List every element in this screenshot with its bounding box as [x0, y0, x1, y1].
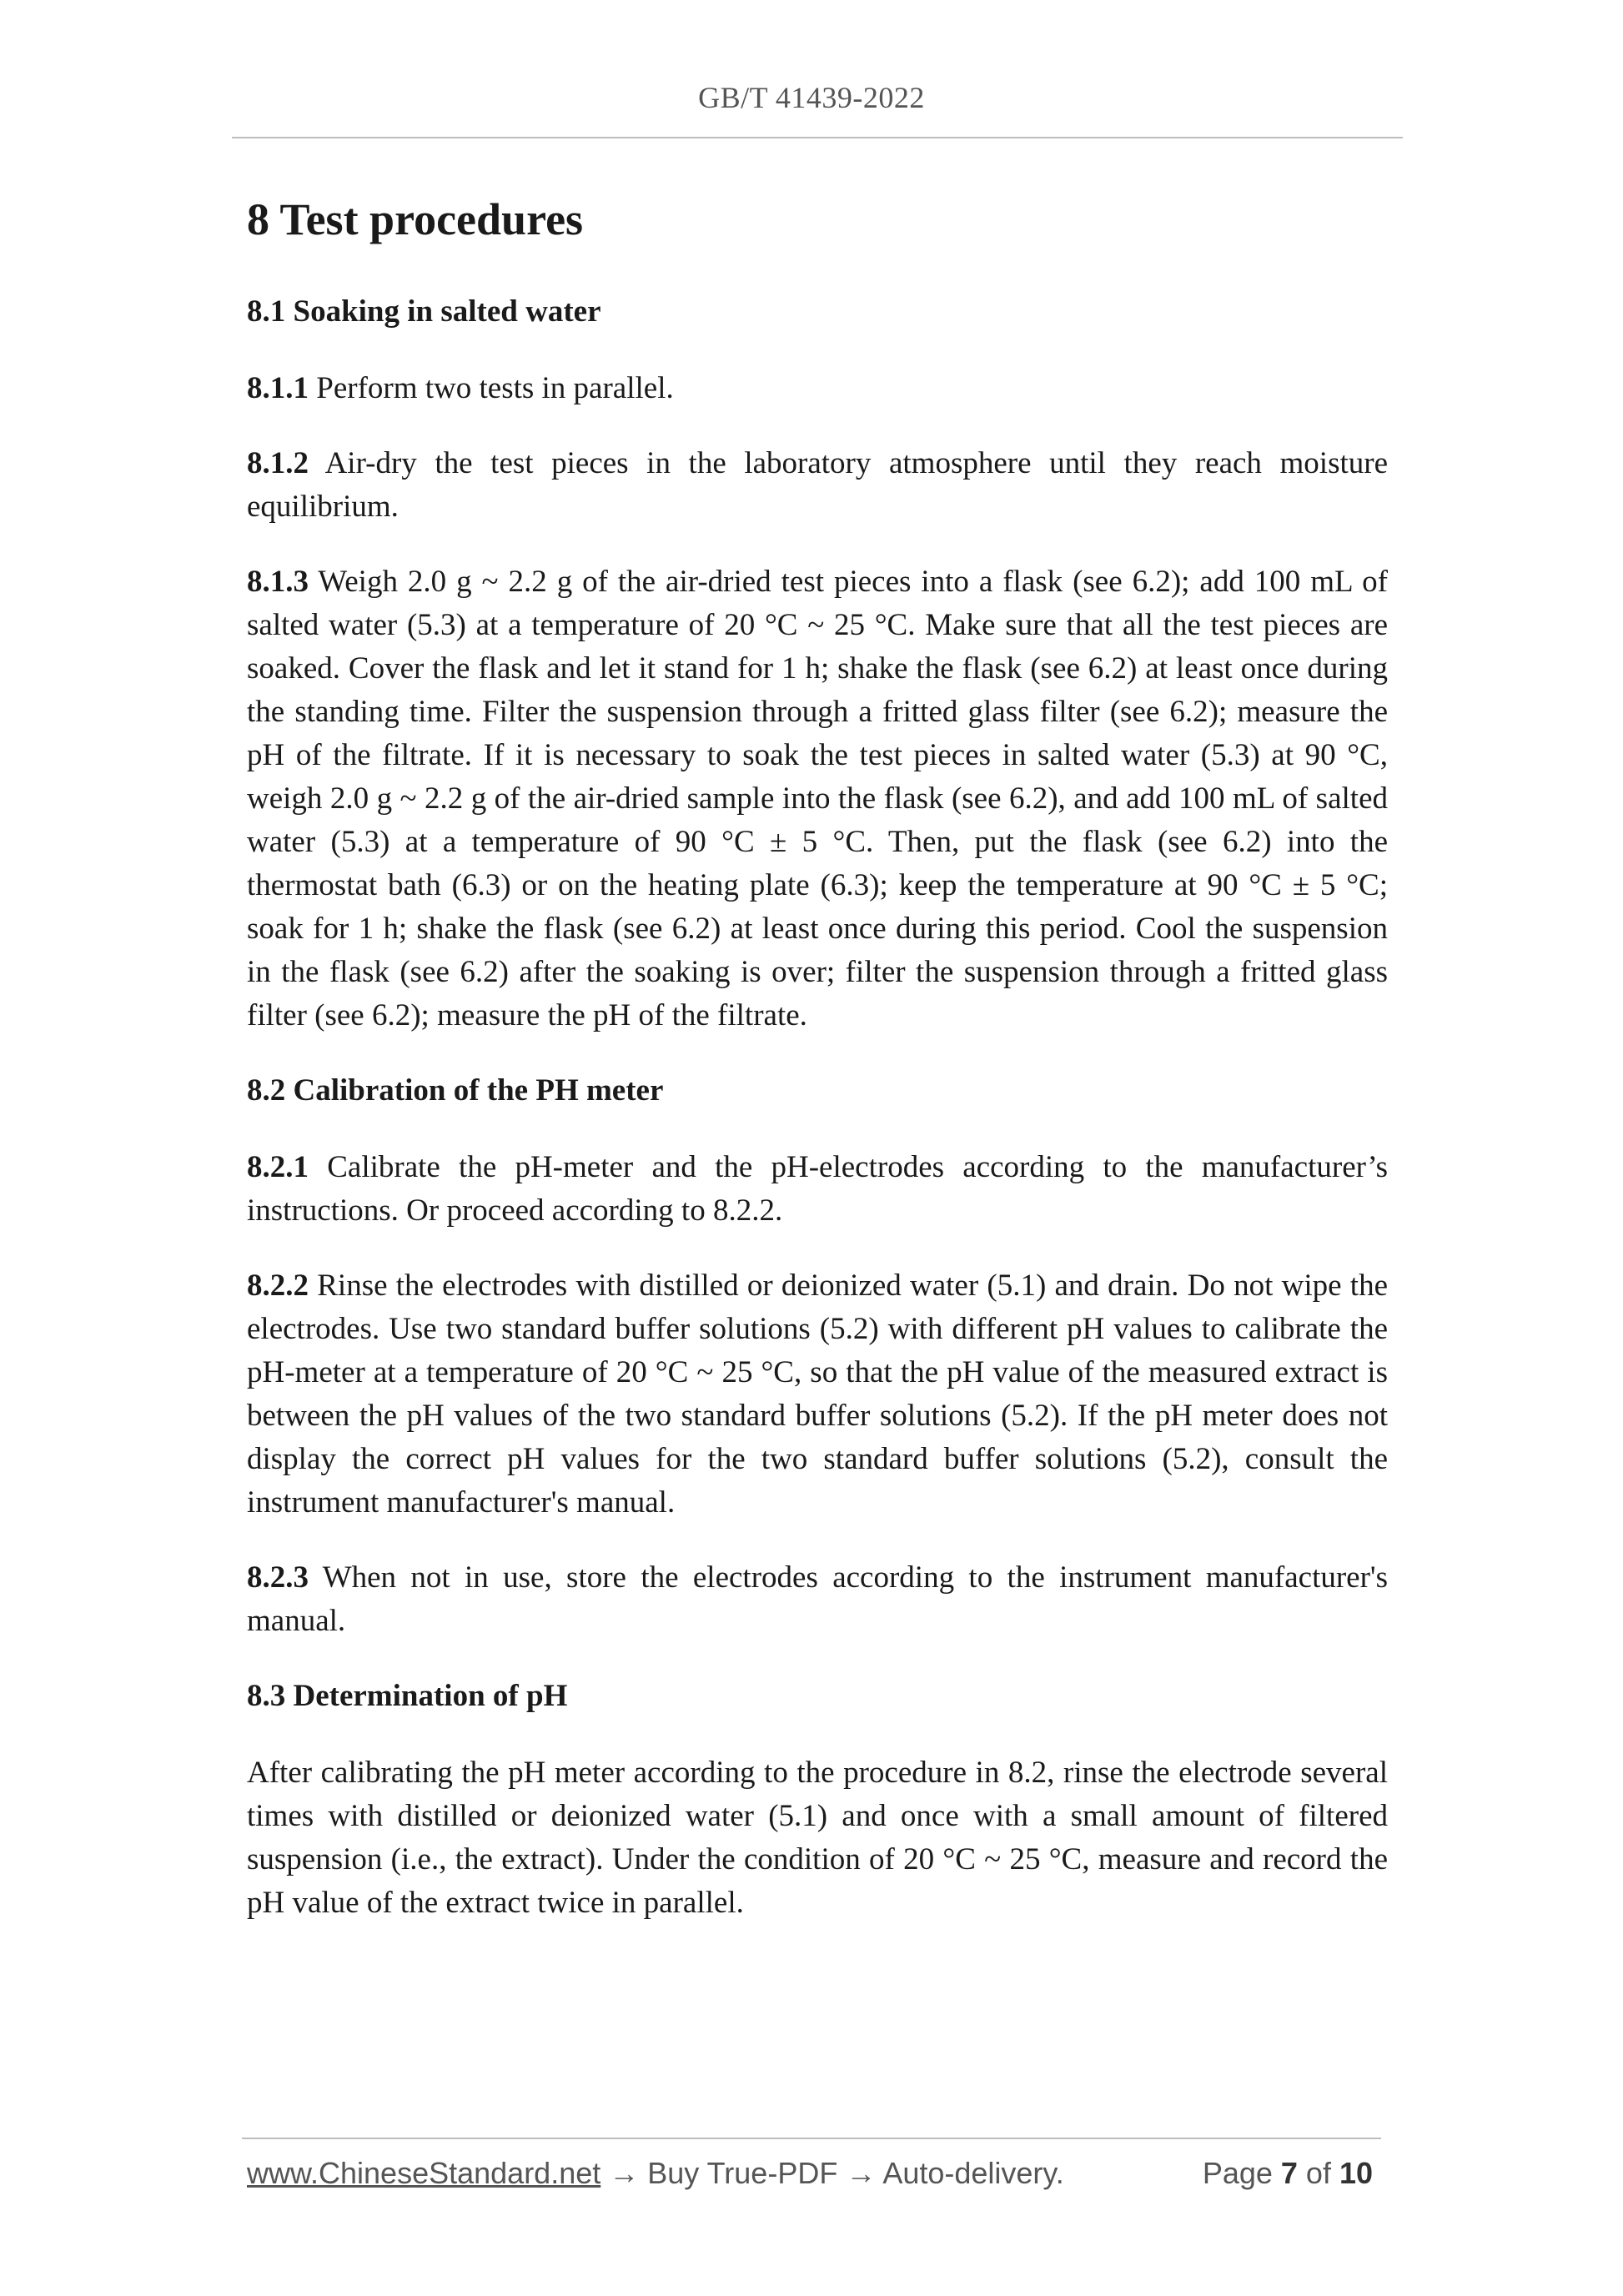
clause-8-1-2 — [247, 442, 1388, 529]
clause-text: Rinse the electrodes with distilled or deionized water (5.1) and drain. Do not wipe the electrodes. Use two standard buffer solutions (5.2) with different pH values to calibrate the pH-meter at a temperature of 20 °C ~ 25 °C, so that the pH value of the measured extract is between the pH values of the two standard buffer solutions (5.2). If the pH meter does not display the correct pH values for the two standard buffer solutions (5.2), consult the instrument manufacturer's manual. — [247, 1269, 1388, 1520]
subsection-title-8-1: 8.1 Soaking in salted water — [247, 294, 601, 329]
clause-number: 8.2.1 — [247, 1150, 309, 1184]
total-pages: 10 — [1339, 2156, 1373, 2190]
clause-8-1-3 — [247, 560, 1388, 1037]
clause-text: Calibrate the pH-meter and the pH-electrodes according to the manufacturer’s instructions. Or proceed according to 8.2.2. — [247, 1150, 1388, 1228]
clause-8-2-3 — [247, 1556, 1388, 1643]
clause-8-1-1 — [247, 367, 1388, 410]
section-title: 8 Test procedures — [247, 194, 584, 244]
clause-number: 8.1.3 — [247, 565, 309, 599]
clause-number: 8.1.2 — [247, 446, 309, 480]
clause-number: 8.2.3 — [247, 1560, 309, 1595]
footer-divider — [242, 2138, 1381, 2139]
clause-text: Air-dry the test pieces in the laboratory atmosphere until they reach moisture equilibrium. — [247, 446, 1388, 524]
page-of-label: of — [1297, 2156, 1339, 2190]
subsection-title-8-3: 8.3 Determination of pH — [247, 1679, 568, 1713]
clause-8-2-2 — [247, 1264, 1388, 1525]
document-body — [247, 190, 1388, 1957]
footer-promo-text: → Buy True-PDF → Auto-delivery. — [600, 2156, 1064, 2190]
current-page: 7 — [1280, 2156, 1298, 2190]
website-link[interactable]: www.ChineseStandard.net — [247, 2156, 601, 2190]
clause-number: 8.1.1 — [247, 371, 309, 405]
clause-8-2-1 — [247, 1146, 1388, 1233]
header-divider — [232, 137, 1403, 138]
clause-text: When not in use, store the electrodes according to the instrument manufacturer's manual. — [247, 1560, 1388, 1638]
clause-text: Weigh 2.0 g ~ 2.2 g of the air-dried test pieces into a flask (see 6.2); add 100 mL of salted water (5.3) at a temperature of 20 °C ~ 25 °C. Make sure that all the test pieces are soaked. Cover the flask and let it stand for 1 h; shake the flask (see 6.2) at least once during the standing time. Filter the suspension through a fritted glass filter (see 6.2); measure the pH of the filtrate. If it is necessary to soak the test pieces in salted water (5.3) at 90 °C, weigh 2.0 g ~ 2.2 g of the air-dried sample into the flask (see 6.2), and add 100 mL of salted water (5.3) at a temperature of 90 °C ± 5 °C. Then, put the flask (see 6.2) into the thermostat bath (6.3) or on the heating plate (6.3); keep the temperature at 90 °C ± 5 °C; soak for 1 h; shake the flask (see 6.2) at least once during this period. Cool the suspension in the flask (see 6.2) after the soaking is over; filter the suspension through a fritted glass filter (see 6.2); measure the pH of the filtrate. — [247, 565, 1388, 1032]
subsection-title-8-2: 8.2 Calibration of the PH meter — [247, 1073, 664, 1108]
page-header-standard-code: GB/T 41439-2022 — [698, 81, 925, 114]
page-number — [1203, 2156, 1373, 2191]
clause-text: Perform two tests in parallel. — [316, 371, 674, 405]
clause-8-3-text: After calibrating the pH meter according to the procedure in 8.2, rinse the electrode several times with distilled or deionized water (5.1) and once with a small amount of filtered suspension (i.e., the extract). Under the condition of 20 °C ~ 25 °C, measure and record the pH value of the extract twice in parallel. — [247, 1756, 1388, 1920]
footer-promo — [247, 2156, 1064, 2191]
clause-number: 8.2.2 — [247, 1269, 309, 1303]
page-label: Page — [1202, 2156, 1281, 2190]
